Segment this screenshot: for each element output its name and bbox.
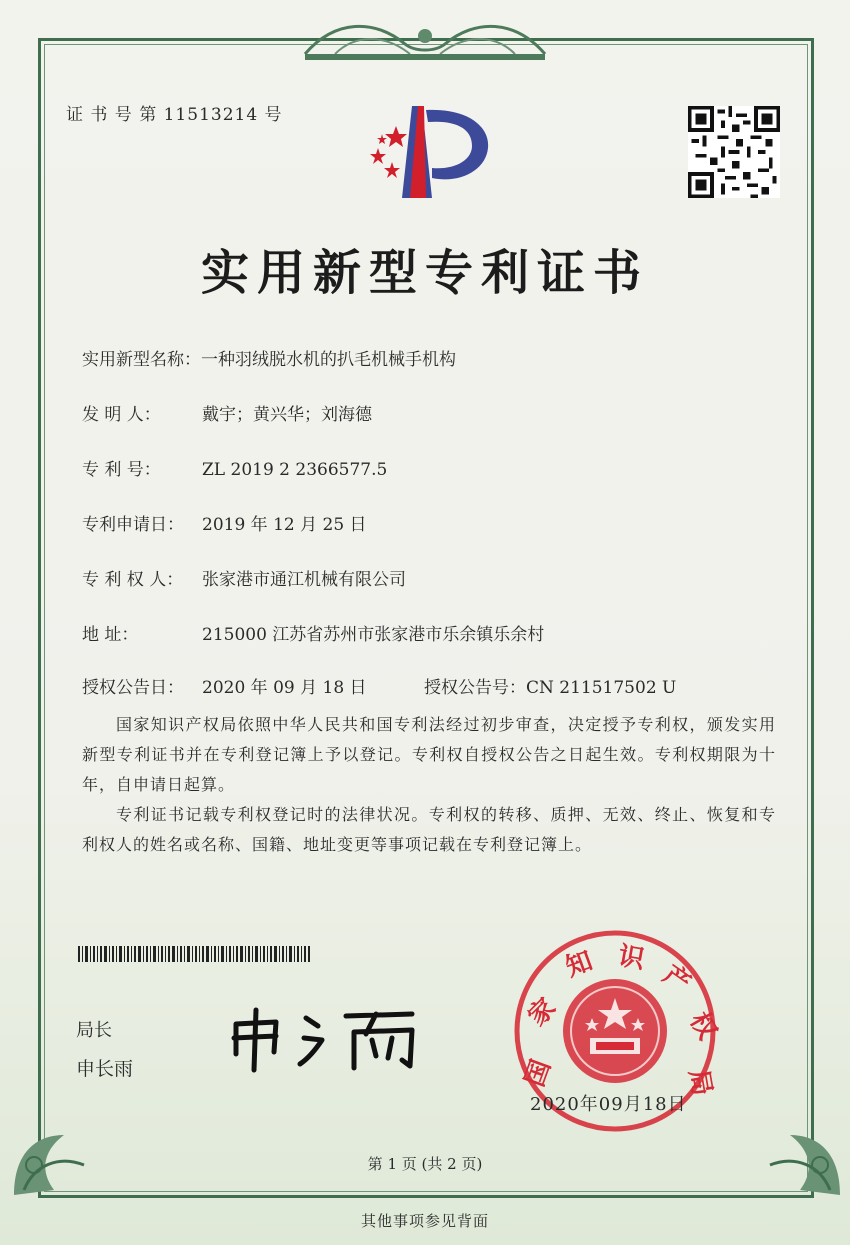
svg-text:国: 国 [519,1055,558,1091]
inventor-label: 发 明 人： [82,405,161,425]
grant-date-row [82,673,676,698]
grant-date-label: 授权公告日： [82,678,184,698]
svg-text:知: 知 [561,945,597,984]
inventor-value: 戴宇；黄兴华；刘海德 [202,405,372,425]
inventor-row [82,400,372,425]
patent-no-label: 专 利 号： [82,460,161,480]
bottom-left-ornament [4,1095,114,1205]
bottom-right-ornament [740,1095,850,1205]
grant-no-label: 授权公告号： [424,678,526,698]
grant-date-value: 2020 年 09 月 18 日 [202,678,367,698]
paragraph-2: 专利证书记载专利权登记时的法律状况。专利权的转移、质押、无效、终止、恢复和专利权人的姓名或名称、国籍、地址变更等事项记载在专利登记簿上。 [82,805,776,854]
filing-date-value: 2019 年 12 月 25 日 [202,515,367,535]
certificate-title: 实用新型专利证书 [200,245,649,301]
address-label: 地 址： [82,625,139,645]
director-signature [226,1004,426,1076]
director-title: 局长 [76,1020,112,1041]
barcode [78,946,310,962]
seal-date: 2020年09月18日 [530,1094,687,1115]
patentee-row [82,565,406,590]
grant-no-value: CN 211517502 U [526,678,677,698]
paragraph-1: 国家知识产权局依照中华人民共和国专利法经过初步审查，决定授予专利权，颁发实用新型专利证书并在专利登记簿上予以登记。专利权自授权公告之日起生效。专利权期限为十年，自申请日起算。 [82,715,776,794]
address-value: 215000 江苏省苏州市张家港市乐余镇乐余村 [202,625,545,645]
svg-text:家: 家 [522,992,563,1033]
cnipa-emblem-icon [360,98,495,208]
filing-date-label: 专利申请日： [82,515,184,535]
patent-no-value: ZL 2019 2 2366577.5 [202,460,388,480]
patentee-label: 专 利 权 人： [82,570,184,590]
director-name: 申长雨 [76,1058,134,1080]
filing-date-row [82,510,367,535]
name-value: 一种羽绒脱水机的扒毛机械手机构 [201,350,456,370]
qr-code [688,106,780,198]
name-row [82,345,456,370]
name-label: 实用新型名称： [82,350,201,370]
footer-note: 其他事项参见背面 [360,1212,489,1230]
patentee-value: 张家港市通江机械有限公司 [202,570,406,590]
address-row [82,620,544,645]
patent-no-row [82,455,387,480]
svg-text:局: 局 [682,1067,717,1099]
certificate-number: 证 书 号 第 11513214 号 [66,105,283,125]
top-ornament [295,14,555,64]
svg-text:识: 识 [615,941,647,976]
svg-text:产: 产 [657,959,696,1000]
page-number: 第 1 页 (共 2 页) [367,1155,483,1173]
svg-text:权: 权 [683,1007,723,1045]
